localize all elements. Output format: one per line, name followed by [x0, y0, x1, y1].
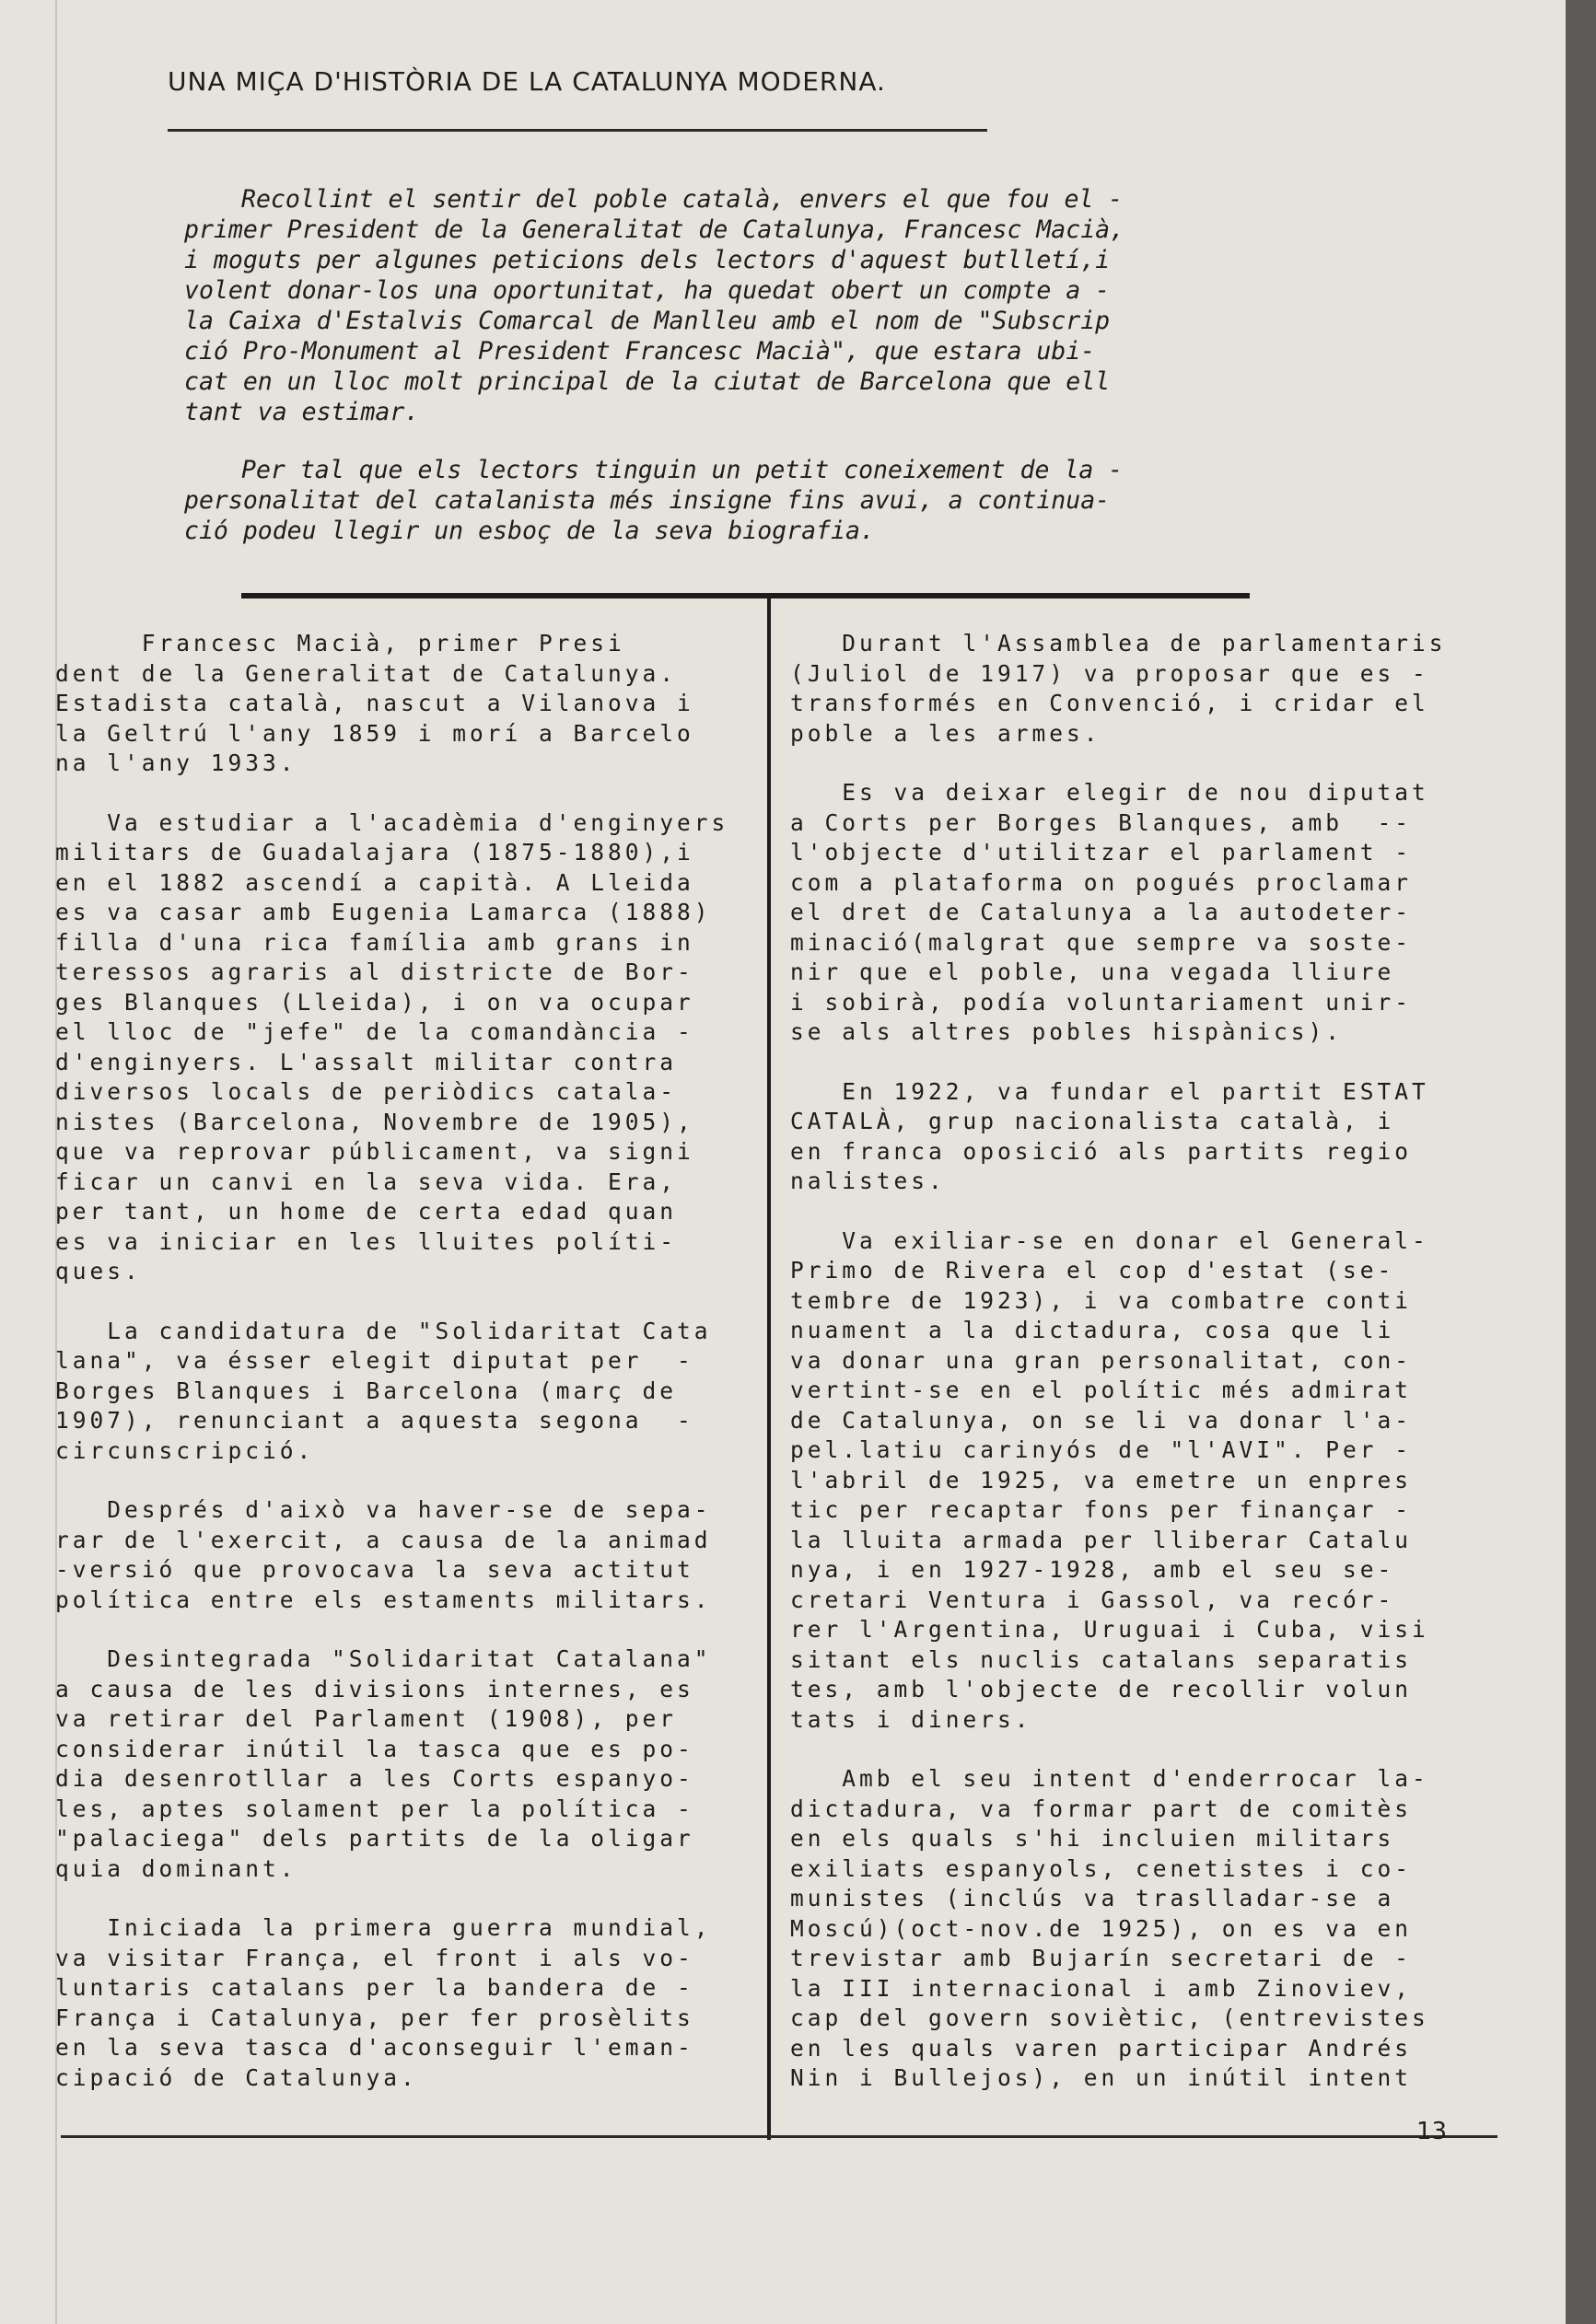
body-paragraph: Va estudiar a l'acadèmia d'enginyers militars de Guadalajara (1875-1880),i en el 1882 ascendí a capità. A Lleida es va casar amb Eugenia Lamarca (1888) filla d'una rica família amb grans in teressos agraris al districte de Bor- ges Blanques (Lleida), i on va ocupar el lloc de "jefe" de la comandància - d'enginyers. L'assalt militar contra diversos locals de periòdics catala- nistes (Barcelona, Novembre de 1905), que va reprovar públicament, va signi ficar un canvi en la seva vida. Era, per tant, un home de certa edad quan es va iniciar en les lluites políti- ques.	[55, 808, 729, 1284]
body-paragraph: Després d'això va haver-se de sepa- rar de l'exercit, a causa de la animad -versió que provocava la seva actitut política entre els estaments militars.	[55, 1496, 712, 1613]
column-divider	[767, 593, 771, 2140]
intro-paragraph: Per tal que els lectors tinguin un petit coneixement de la - personalitat del catalanista més insigne fins avui, a continua- ció podeu llegir un esboç de la seva biografia.	[184, 456, 1124, 545]
body-paragraph: Va exiliar-se en donar el General- Primo de Rivera el cop d'estat (se- tembre de 1923), i va combatre conti nuament a la dictadura, cosa que li va donar una gran personalitat, con- vertint-se en el polític més admirat de Catalunya, on se li va donar l'a- pel.latiu carinyós de "l'AVI". Per - l'abril de 1925, va emetre un enpres tic per recaptar fons per finançar - la lluita armada per lliberar Catalu nya, i en 1927-1928, amb el seu se- cretari Ventura i Gassol, va recór- rer l'Argentina, Uruguai i Cuba, visi sitant els nuclis catalans separatis tes, amb l'objecte de recollir volun tats i diners.	[790, 1226, 1429, 1733]
body-paragraph: Desintegrada "Solidaritat Catalana" a causa de les divisions internes, es va retirar del Parlament (1908), per considerar inútil la tasca que es po- dia desenrotllar a les Corts espanyo- les, aptes solament per la política - "palaciega" dels partits de la oligar quia dominant.	[55, 1645, 712, 1882]
body-paragraph: Amb el seu intent d'enderrocar la- dictadura, va formar part de comitès en els quals s'hi incluien militars exiliats espanyols, cenetistes i co- munistes (inclús va traslladar-se a Moscú)(oct-nov.de 1925), on es va en trevistar amb Bujarín secretari de - la III internacional i amb Zinoviev, cap del govern soviètic, (entrevistes en les quals varen participar Andrés Nin i Bullejos), en un inútil intent	[790, 1765, 1429, 2091]
body-paragraph: Es va deixar elegir de nou diputat a Corts per Borges Blanques, amb -- l'objecte d'utilitzar el parlament - com a plataforma on pogués proclamar el dret de Catalunya a la autodeter- minació(malgrat que sempre va soste- nir que el poble, una vegada lliure i sobirà, podía voluntariament unir- se als altres pobles hispànics).	[790, 779, 1429, 1045]
right-column	[790, 629, 1490, 2123]
intro-paragraph: Recollint el sentir del poble català, envers el que fou el - primer President de la Generalitat de Catalunya, Francesc Macià, i moguts per algunes peticions dels lectors d'aquest butlletí,i volent donar-los una oportunitat, ha quedat obert un compte a - la Caixa d'Estalvis Comarcal de Manlleu amb el nom de "Subscrip ció Pro-Monument al President Francesc Macià", que estara ubi- cat en un lloc molt principal de la ciutat de Barcelona que ell tant va estimar.	[184, 185, 1125, 426]
body-paragraph: Iniciada la primera guerra mundial, va visitar França, el front i als vo- luntaris catalans per la bandera de - França i Catalunya, per fer prosèlits en la seva tasca d'aconseguir l'eman- cipació de Catalunya.	[55, 1914, 712, 2091]
document-title: UNA MIÇA D'HISTÒRIA DE LA CATALUNYA MODERNA.	[168, 66, 886, 97]
body-paragraph: En 1922, va fundar el partit ESTAT CATALÀ, grup nacionalista català, i en franca oposició als partits regio nalistes.	[790, 1077, 1429, 1194]
body-paragraph: Francesc Macià, primer Presi dent de la Generalitat de Catalunya. Estadista català, nascut a Vilanova i la Geltrú l'any 1859 i morí a Barcelo na l'any 1933.	[55, 630, 694, 776]
intro-section	[184, 184, 1381, 574]
left-column	[55, 629, 755, 2122]
column-top-rule	[241, 593, 1250, 598]
title-underline	[168, 129, 987, 132]
page-number: 13	[1416, 2118, 1448, 2145]
footer-rule	[61, 2135, 1497, 2138]
body-paragraph: Durant l'Assamblea de parlamentaris (Juliol de 1917) va proposar que es - transformés en Convenció, i cridar el poble a les armes.	[790, 630, 1447, 747]
body-paragraph: La candidatura de "Solidaritat Cata lana", va ésser elegit diputat per - Borges Blanques i Barcelona (març de 1907), renunciant a aquesta segona - circunscripció.	[55, 1317, 712, 1464]
